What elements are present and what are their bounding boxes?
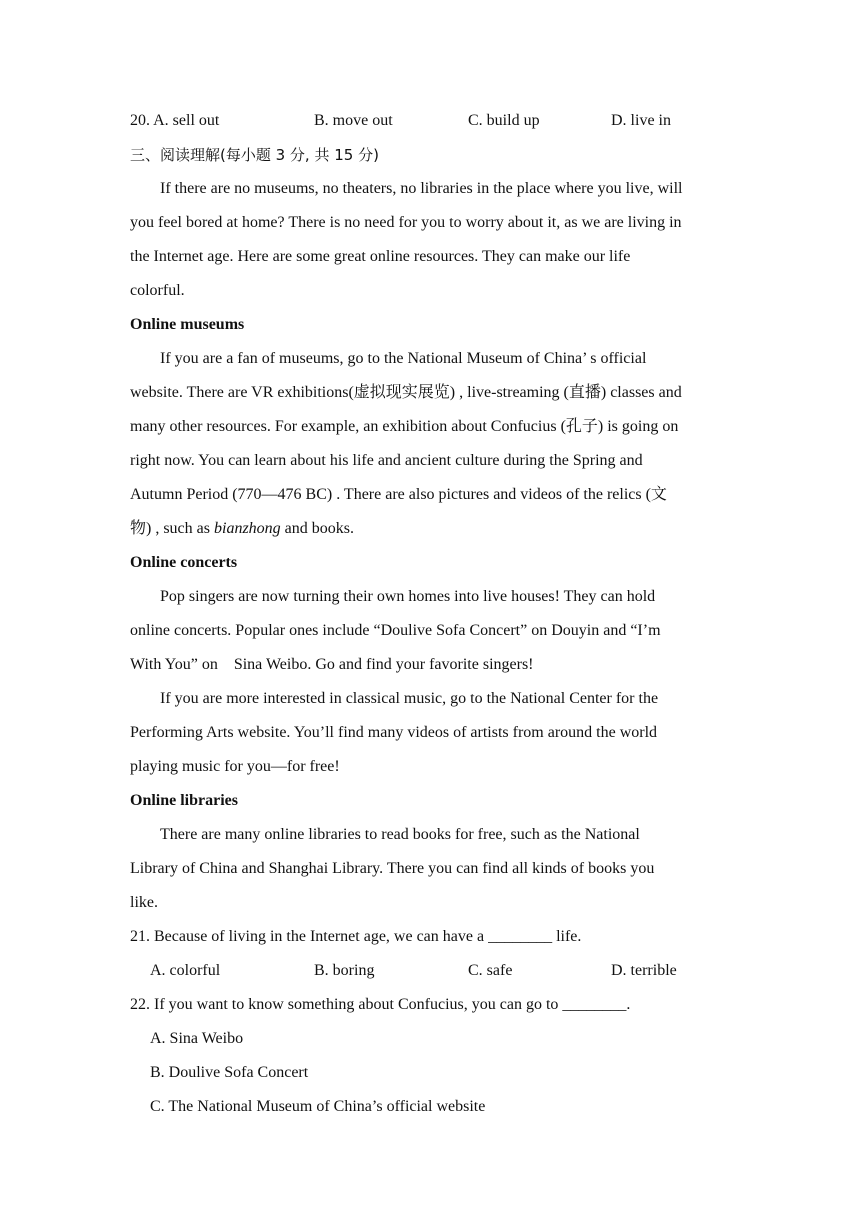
q22-option-b: B. Doulive Sofa Concert: [150, 1064, 309, 1081]
online-libraries-heading: Online libraries: [130, 792, 238, 809]
section-heading: 三、阅读理解(每小题 3 分, 共 15 分): [130, 146, 379, 164]
museums-line: right now. You can learn about his life and ancient culture during the Spring and: [130, 452, 643, 469]
q21-option-d: D. terrible: [611, 962, 677, 979]
online-concerts-heading: Online concerts: [130, 554, 238, 571]
online-museums-heading: Online museums: [130, 316, 245, 333]
concerts-line: playing music for you—for free!: [130, 758, 340, 775]
exam-page: [130, 104, 730, 1124]
question-22-stem: 22. If you want to know something about Confucius, you can go to ________.: [130, 996, 631, 1013]
concerts-line: online concerts. Popular ones include “Doulive Sofa Concert” on Douyin and “I’m: [130, 622, 661, 639]
museums-last-line: [130, 512, 730, 546]
museums-line: If you are a fan of museums, go to the National Museum of China’ s official: [160, 350, 647, 367]
q20-option-b: B. move out: [314, 112, 393, 129]
q20-option-a: 20. A. sell out: [130, 112, 220, 129]
intro-line: If there are no museums, no theaters, no libraries in the place where you live, will: [160, 180, 683, 197]
concerts-line: With You” on Sina Weibo. Go and find your favorite singers!: [130, 656, 534, 673]
q20-option-d: D. live in: [611, 112, 671, 129]
question-20-options: [130, 104, 730, 138]
bianzhong-term: bianzhong: [214, 520, 281, 537]
libraries-line: There are many online libraries to read books for free, such as the National: [160, 826, 640, 843]
q21-option-b: B. boring: [314, 962, 375, 979]
question-21-stem: 21. Because of living in the Internet age, we can have a ________ life.: [130, 928, 582, 945]
concerts-line: Pop singers are now turning their own homes into live houses! They can hold: [160, 588, 656, 605]
q22-option-a: A. Sina Weibo: [150, 1030, 244, 1047]
q21-option-a: A. colorful: [150, 962, 221, 979]
museums-last-pre: 物) , such as: [130, 520, 214, 537]
museums-line: Autumn Period (770—476 BC) . There are also pictures and videos of the relics (文: [130, 486, 667, 503]
intro-line: colorful.: [130, 282, 185, 299]
intro-line: the Internet age. Here are some great online resources. They can make our life: [130, 248, 631, 265]
museums-line: many other resources. For example, an exhibition about Confucius (孔子) is going on: [130, 418, 679, 435]
libraries-line: like.: [130, 894, 158, 911]
concerts-line: If you are more interested in classical music, go to the National Center for the: [160, 690, 659, 707]
q22-option-c: C. The National Museum of China’s official website: [150, 1098, 486, 1115]
museums-line: website. There are VR exhibitions(虚拟现实展览) , live-streaming (直播) classes and: [130, 384, 682, 401]
concerts-line: Performing Arts website. You’ll find many videos of artists from around the world: [130, 724, 658, 741]
libraries-line: Library of China and Shanghai Library. There you can find all kinds of books you: [130, 860, 655, 877]
question-21-options: [130, 954, 730, 988]
q21-option-c: C. safe: [468, 962, 513, 979]
intro-line: you feel bored at home? There is no need for you to worry about it, as we are living in: [130, 214, 682, 231]
museums-last-post: and books.: [280, 520, 354, 537]
q20-option-c: C. build up: [468, 112, 540, 129]
